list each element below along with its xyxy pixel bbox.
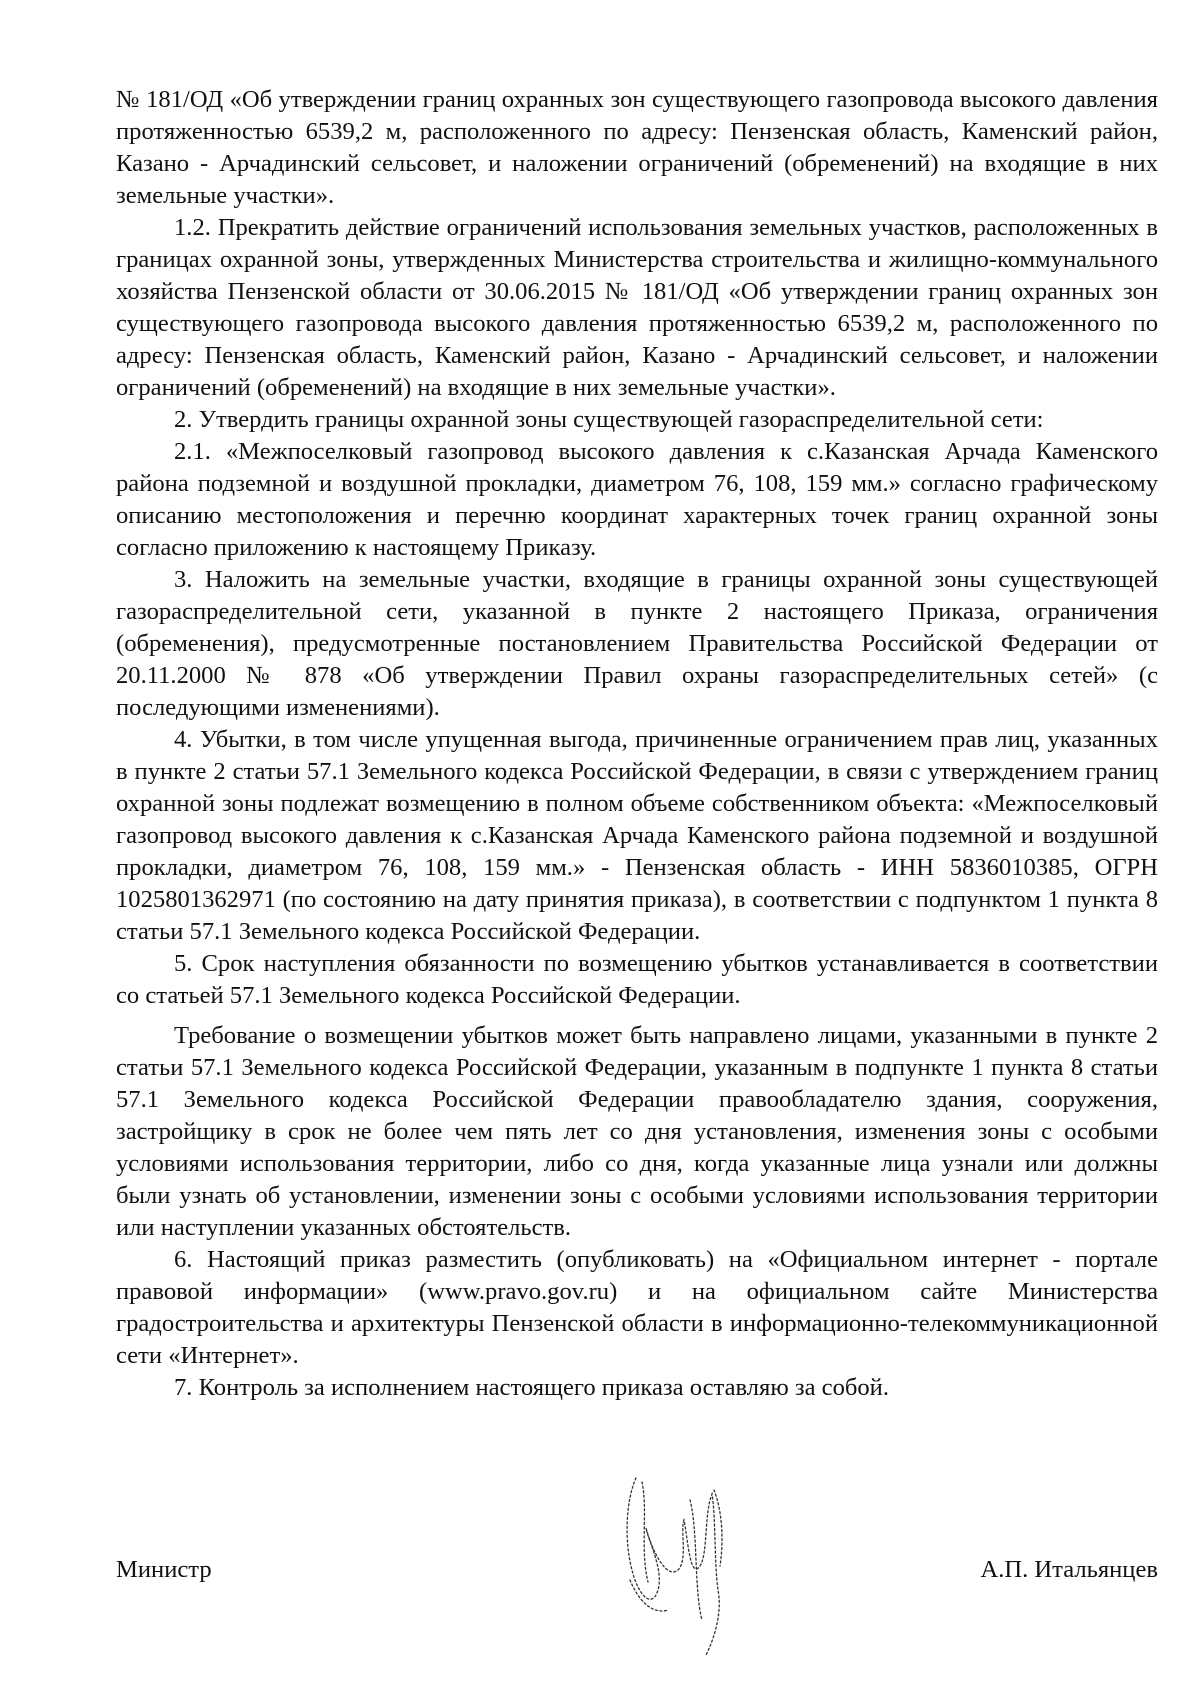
signatory-title: Министр xyxy=(116,1556,212,1583)
paragraph-6: 6. Настоящий приказ разместить (опубликовать) на «Официальном интернет - портале правовой информации» (www.pravo.gov.ru) и на официальном сайте Министерства градостроительства и архитектуры Пензенской области в информационно-телекоммуникационной сети «Интернет». xyxy=(116,1246,1158,1369)
paragraph-5: 5. Срок наступления обязанности по возмещению убытков устанавливается в соответствии со статьей 57.1 Земельного кодекса Российской Федерации. xyxy=(116,950,1158,1009)
paragraph-1-1-continuation: № 181/ОД «Об утверждении границ охранных зон существующего газопровода высокого давления протяженностью 6539,2 м, расположенного по адресу: Пензенская область, Каменский район, Казано - Арчадинский сельсовет, и наложении ограничений (обременений) на входящие в них земельные участки». xyxy=(116,86,1158,209)
paragraph-3: 3. Наложить на земельные участки, входящие в границы охранной зоны существующей газораспределительной сети, указанной в пункте 2 настоящего Приказа, ограничения (обременения), предусмотренные постановлением Правительства Российской Федерации от 20.11.2000 № 878 «Об утверждении Правил охраны газораспределительных сетей» (с последующими изменениями). xyxy=(116,566,1158,721)
paragraph-compensation-request: Требование о возмещении убытков может быть направлено лицами, указанными в пункте 2 статьи 57.1 Земельного кодекса Российской Федерации, указанным в подпункте 1 пункта 8 статьи 57.1 Земельного кодекса Российской Федерации правообладателю здания, сооружения, застройщику в срок не более чем пять лет со дня установления, изменения зоны с особыми условиями использования территории, либо со дня, когда указанные лица узнали или должны были узнать об установлении, изменении зоны с особыми условиями использования территории или наступлении указанных обстоятельств. xyxy=(116,1022,1158,1241)
document-body xyxy=(116,84,1158,1404)
paragraph-4: 4. Убытки, в том числе упущенная выгода, причиненные ограничением прав лиц, указанных в пункте 2 статьи 57.1 Земельного кодекса Российской Федерации, в связи с утверждением границ охранной зоны подлежат возмещению в полном объеме собственником объекта: «Межпоселковый газопровод высокого давления к с.Казанская Арчада Каменского района подземной и воздушной прокладки, диаметром 76, 108, 159 мм.» - Пензенская область - ИНН 5836010385, ОГРН 1025801362971 (по состоянию на дату принятия приказа), в соответствии с подпунктом 1 пункта 8 статьи 57.1 Земельного кодекса Российской Федерации. xyxy=(116,726,1158,945)
paragraph-2: 2. Утвердить границы охранной зоны существующей газораспределительной сети: xyxy=(174,406,1044,433)
paragraph-1-2: 1.2. Прекратить действие ограничений использования земельных участков, расположенных в границах охранной зоны, утвержденных Министерства строительства и жилищно-коммунального хозяйства Пензенской области от 30.06.2015 № 181/ОД «Об утверждении границ охранных зон существующего газопровода высокого давления протяженностью 6539,2 м, расположенного по адресу: Пензенская область, Каменский район, Казано - Арчадинский сельсовет, и наложении ограничений (обременений) на входящие в них земельные участки». xyxy=(116,214,1158,401)
paragraph-2-1: 2.1. «Межпоселковый газопровод высокого давления к с.Казанская Арчада Каменского района подземной и воздушной прокладки, диаметром 76, 108, 159 мм.» согласно графическому описанию местоположения и перечню координат характерных точек границ охранной зоны согласно приложению к настоящему Приказу. xyxy=(116,438,1158,561)
paragraph-7: 7. Контроль за исполнением настоящего приказа оставляю за собой. xyxy=(174,1374,889,1401)
signature-block xyxy=(116,1556,1158,1596)
signatory-name: А.П. Итальянцев xyxy=(980,1556,1158,1583)
